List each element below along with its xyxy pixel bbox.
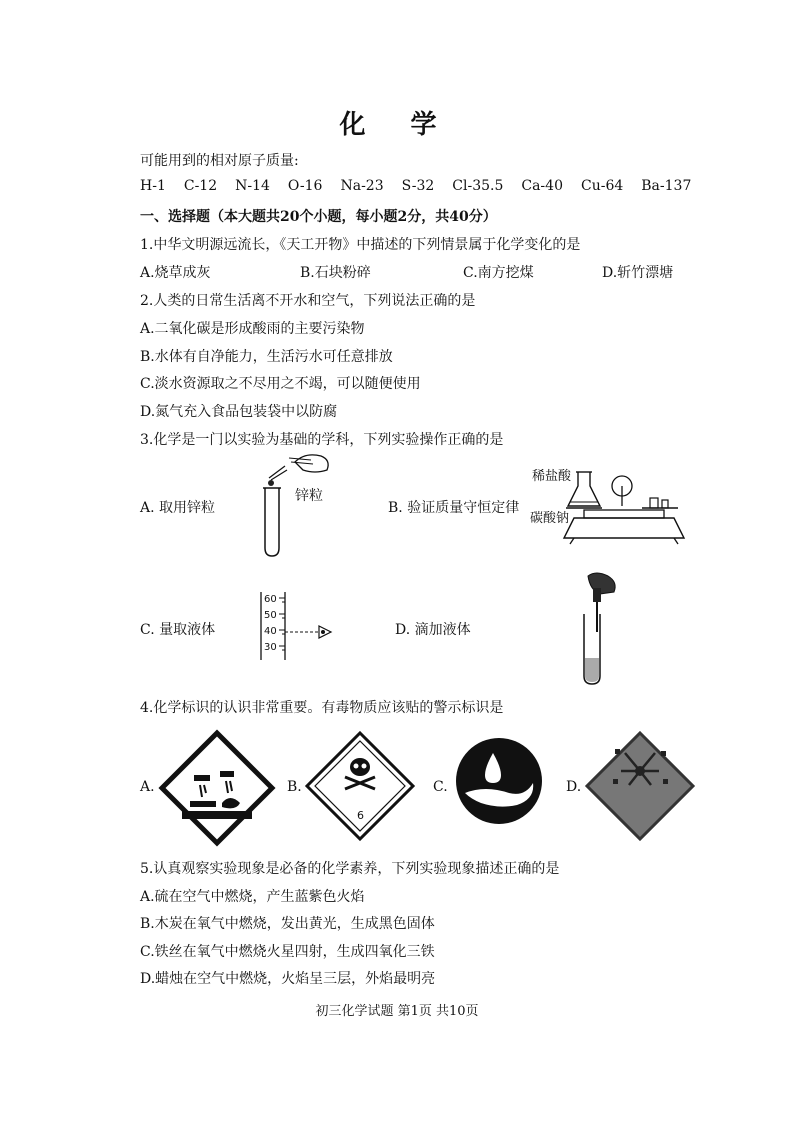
question-3-stem: 3.化学是一门以实验为基础的学科，下列实验操作正确的是 [140, 432, 504, 448]
zinc-label: 锌粒 [295, 488, 323, 504]
question-1-stem: 1.中华文明源远流长，《天工开物》中描述的下列情景属于化学变化的是 [140, 237, 581, 253]
question-4-option-b: B. [287, 779, 302, 795]
tick-label: 50 [264, 610, 277, 621]
question-4-option-a: A. [140, 779, 155, 795]
explosive-sign-icon [585, 731, 695, 841]
test-tube-zinc-illustration [255, 448, 335, 560]
atomic-mass-item: O-16 [287, 178, 323, 194]
question-2-option-a: A.二氧化碳是形成酸雨的主要污染物 [140, 321, 365, 337]
question-4-option-d: D. [566, 779, 582, 795]
tick-label: 40 [264, 626, 277, 637]
corrosive-sign-icon [160, 731, 274, 845]
question-1-option-c: C.南方挖煤 [463, 265, 534, 281]
toxic-sign-icon [305, 731, 415, 841]
question-2-option-d: D.氮气充入食品包装袋中以防腐 [140, 404, 338, 420]
section-heading: 一、选择题（本大题共20个小题，每小题2分，共40分） [140, 209, 497, 225]
tick-label: 60 [264, 594, 277, 605]
question-5-option-b: B.木炭在氧气中燃烧，发出黄光，生成黑色固体 [140, 916, 435, 932]
question-5-option-a: A.硫在空气中燃烧，产生蓝紫色火焰 [140, 889, 365, 905]
question-5-stem: 5.认真观察实验现象是必备的化学素养，下列实验现象描述正确的是 [140, 861, 560, 877]
question-3-option-b: B. 验证质量守恒定律 [388, 500, 520, 516]
dropper-illustration [570, 570, 630, 688]
question-4-stem: 4.化学标识的认识非常重要。有毒物质应该贴的警示标识是 [140, 700, 504, 716]
graduated-cylinder-illustration [255, 590, 345, 662]
atomic-mass-item: S-32 [401, 178, 435, 194]
atomic-mass-intro: 可能用到的相对原子质量: [140, 153, 299, 169]
question-5-option-d: D.蜡烛在空气中燃烧，火焰呈三层，外焰最明亮 [140, 971, 436, 987]
question-3-option-a: A. 取用锌粒 [140, 500, 216, 516]
tick-label: 30 [264, 642, 277, 653]
water-reactive-sign-icon [455, 737, 543, 825]
atomic-mass-item: Cu-64 [580, 178, 624, 194]
atomic-mass-item: N-14 [235, 178, 270, 194]
atomic-mass-item: Ca-40 [521, 178, 563, 194]
question-1-option-b: B.石块粉碎 [300, 265, 371, 281]
page-title: 化 学 [339, 110, 455, 140]
question-5-option-c: C.铁丝在氧气中燃烧火星四射，生成四氧化三铁 [140, 944, 435, 960]
question-2-option-c: C.淡水资源取之不尽用之不竭，可以随便使用 [140, 376, 421, 392]
question-3-option-d: D. 滴加液体 [395, 622, 471, 638]
atomic-mass-list [140, 178, 709, 194]
question-4-option-c: C. [433, 779, 448, 795]
question-2-stem: 2.人类的日常生活离不开水和空气，下列说法正确的是 [140, 293, 476, 309]
atomic-mass-item: H-1 [140, 178, 166, 194]
question-3-option-c: C. 量取液体 [140, 622, 216, 638]
sodium-carbonate-label: 碳酸钠 [530, 511, 570, 526]
atomic-mass-item: Ba-137 [641, 178, 692, 194]
page-footer: 初三化学试题 第1页 共10页 [315, 1004, 479, 1019]
question-1-option-a: A.烧草成灰 [140, 265, 211, 281]
hydrochloric-acid-label: 稀盐酸 [532, 469, 572, 484]
question-2-option-b: B.水体有自净能力，生活污水可任意排放 [140, 349, 393, 365]
balance-illustration [530, 464, 690, 548]
question-1-option-d: D.斩竹漂塘 [602, 265, 674, 281]
atomic-mass-item: Na-23 [340, 178, 384, 194]
atomic-mass-item: C-12 [183, 178, 218, 194]
atomic-mass-item: Cl-35.5 [452, 178, 504, 194]
sign-number: 6 [357, 809, 364, 822]
